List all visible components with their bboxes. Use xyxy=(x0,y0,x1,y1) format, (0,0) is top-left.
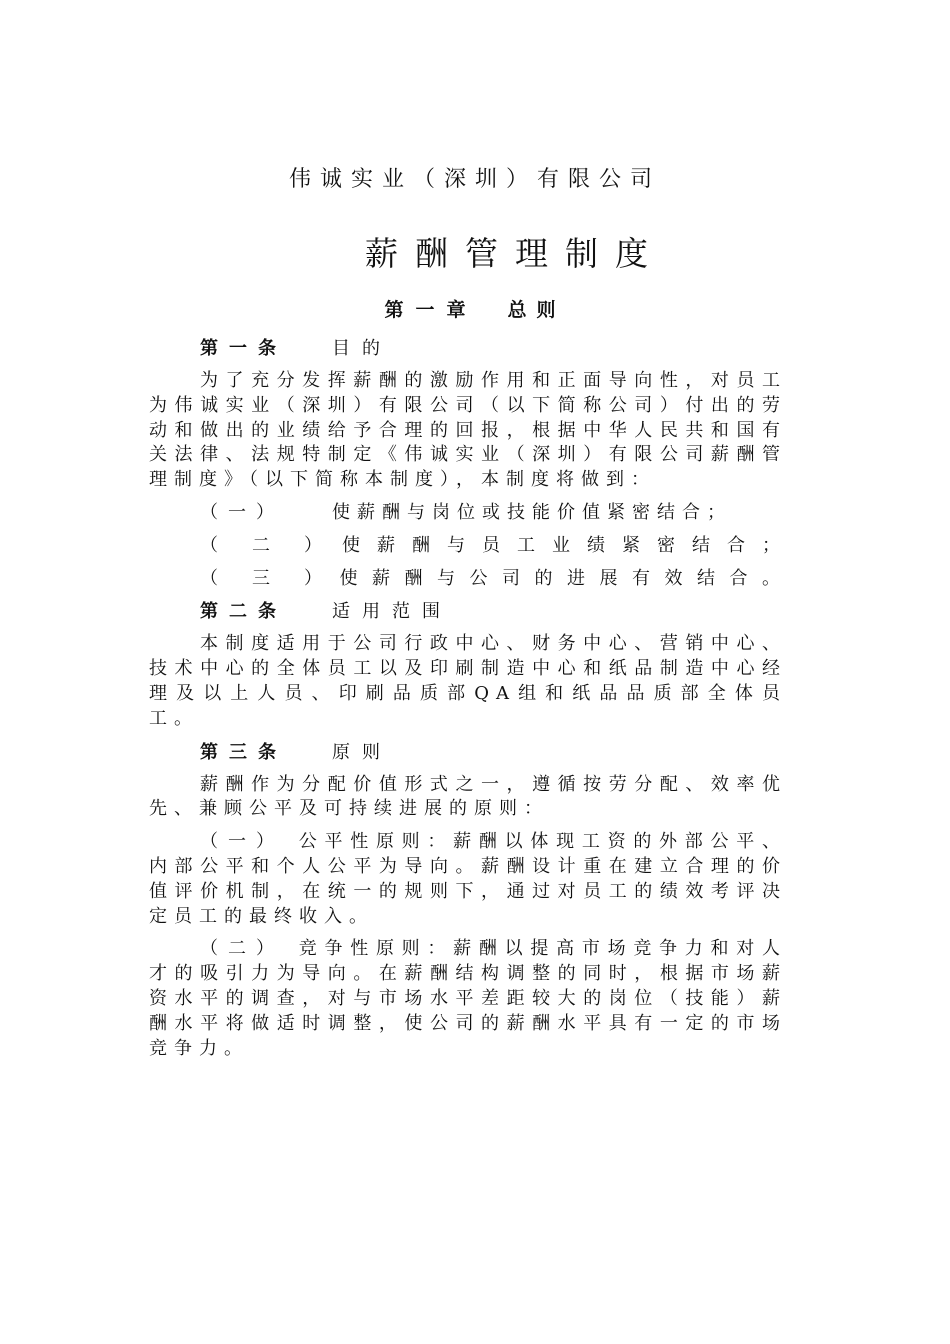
item-marker: （二） xyxy=(200,534,332,556)
item-marker: （一） xyxy=(200,501,284,523)
item-marker: （一） xyxy=(200,831,284,853)
list-item xyxy=(149,830,787,929)
item-marker: （二） xyxy=(200,938,284,960)
article-label: 第二条 xyxy=(200,601,287,623)
chapter-number: 第一章 xyxy=(384,299,478,321)
article-title: 目的 xyxy=(332,338,392,359)
article-title: 适用范围 xyxy=(332,601,452,623)
list-item xyxy=(149,501,787,526)
article-label: 第三条 xyxy=(200,741,287,763)
document-title: 薪酬管理制度 xyxy=(365,234,665,273)
article-paragraph: 本制度适用于公司行政中心、财务中心、营销中心、技术中心的全体员工以及印刷制造中心和纸品制造中心经理及以上人员、印刷品质部QA组和纸品品质部全体员工。 xyxy=(149,633,787,729)
item-text: 使薪酬与岗位或技能价值紧密结合； xyxy=(332,501,732,523)
item-text: 公平性原则：薪酬以体现工资的外部公平、内部公平和个人公平为导向。薪酬设计重在建立合理的价值评价机制，在统一的规则下，通过对员工的绩效考评决定员工的最终收入。 xyxy=(149,831,787,927)
article-heading xyxy=(149,740,787,765)
item-marker: （三） xyxy=(200,567,332,589)
article-title: 原则 xyxy=(332,741,392,763)
list-item xyxy=(149,567,787,592)
item-text: 竞争性原则：薪酬以提高市场竞争力和对人才的吸引力为导向。在薪酬结构调整的同时，根据市场薪资水平的调查，对与市场水平差距较大的岗位（技能）薪酬水平将做适时调整，使公司的薪酬水平具有一定的市场竞争力。 xyxy=(149,938,787,1059)
article-heading xyxy=(149,599,787,624)
article-paragraph: 薪酬作为分配价值形式之一，遵循按劳分配、效率优先、兼顾公平及可持续进展的原则： xyxy=(149,773,787,820)
list-item xyxy=(149,937,787,1061)
item-text: 使薪酬与员工业绩紧密结合； xyxy=(332,534,787,556)
chapter-name: 总则 xyxy=(507,299,566,321)
chapter-heading xyxy=(0,295,950,322)
item-text: 使薪酬与公司的进展有效结合。 xyxy=(332,567,787,589)
article-heading xyxy=(149,336,787,361)
article-paragraph: 为了充分发挥薪酬的激励作用和正面导向性，对员工为伟诚实业（深圳）有限公司（以下简称公司）付出的劳动和做出的业绩给予合理的回报，根据中华人民共和国有关法律、法规特制定《伟诚实业（深圳）有限公司薪酬管理制度》（以下简称本制度），本制度将做到： xyxy=(149,370,787,491)
article-label: 第一条 xyxy=(200,338,287,359)
company-name: 伟诚实业（深圳）有限公司 xyxy=(288,167,661,192)
document-body xyxy=(149,336,787,1069)
list-item xyxy=(149,534,787,559)
